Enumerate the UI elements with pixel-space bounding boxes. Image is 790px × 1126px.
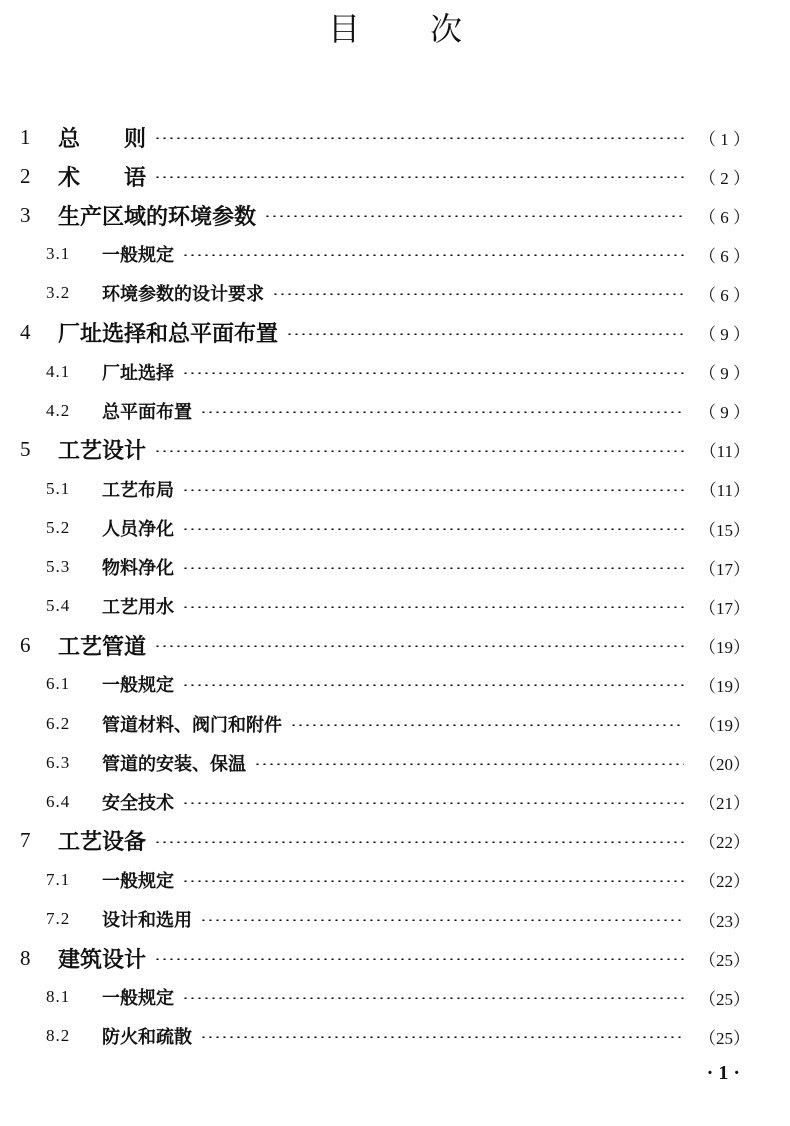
toc-entry-label: 建筑设计 [58, 947, 147, 973]
toc-section-entry[interactable] [46, 239, 750, 269]
toc-entry-label: 物料净化 [102, 558, 174, 580]
toc-entry-number: 6 [20, 632, 31, 657]
toc-entry-number: 7 [20, 828, 31, 853]
toc-entry-page: （22） [699, 833, 750, 853]
toc-entry-page: （ 9 ） [699, 325, 750, 344]
toc-dot-leader [154, 450, 684, 452]
toc-section-entry[interactable] [46, 748, 750, 778]
toc-entry-number: 4 [20, 320, 31, 344]
toc-entry-number: 6.3 [46, 752, 71, 772]
toc-entry-number: 5 [20, 437, 31, 462]
toc-section-entry[interactable] [46, 357, 750, 387]
toc-entry-number: 3.2 [46, 283, 71, 303]
page-title [0, 4, 790, 50]
toc-entry-page: （25） [699, 950, 750, 970]
toc-entry-page: （11） [699, 481, 750, 501]
toc-chapter-entry[interactable] [20, 318, 750, 348]
title-char-2: 次 [430, 10, 463, 48]
toc-entry-number: 5.2 [46, 518, 71, 537]
toc-entry-page: （19） [699, 637, 750, 657]
toc-chapter-entry[interactable] [20, 161, 750, 191]
toc-chapter-entry[interactable] [20, 122, 750, 152]
toc-entry-page: （11） [699, 442, 750, 462]
toc-entry-page: （ 9 ） [699, 403, 750, 423]
toc-entry-number: 5.3 [46, 557, 71, 577]
toc-dot-leader [182, 684, 684, 686]
toc-entry-page: （ 9 ） [699, 364, 750, 384]
toc-entry-page: （21） [699, 794, 750, 814]
toc-dot-leader [154, 645, 684, 647]
toc-dot-leader [272, 293, 684, 295]
toc-entry-label: 工艺管道 [58, 634, 147, 660]
toc-entry-page: （17） [699, 598, 750, 618]
toc-entry-page: （ 2 ） [699, 168, 750, 188]
toc-entry-number: 6.2 [46, 713, 71, 733]
toc-entry-page: （25） [699, 989, 750, 1009]
toc-entry-page: （ 6 ） [699, 207, 750, 227]
toc-dot-leader [182, 997, 684, 999]
toc-entry-number: 3.1 [46, 244, 71, 264]
toc-entry-label: 安全技术 [102, 792, 174, 814]
toc-section-entry[interactable] [46, 278, 750, 308]
toc-entry-number: 2 [20, 163, 31, 188]
toc-entry-label: 工艺用水 [102, 597, 174, 619]
toc-entry-number: 3 [20, 202, 31, 227]
toc-entry-page: （22） [699, 872, 750, 892]
toc-entry-label: 工艺设备 [58, 830, 147, 856]
toc-dot-leader [154, 137, 684, 139]
toc-entry-label: 一般规定 [102, 245, 174, 267]
toc-chapter-entry[interactable] [20, 630, 750, 660]
toc-dot-leader [182, 802, 684, 804]
toc-dot-leader [286, 333, 684, 335]
toc-dot-leader [182, 254, 684, 256]
toc-section-entry[interactable] [46, 904, 750, 934]
toc-entry-label: 人员净化 [102, 519, 174, 540]
toc-dot-leader [182, 372, 684, 374]
toc-entry-label: 厂址选择 [102, 362, 174, 384]
toc-entry-page: （25） [699, 1028, 750, 1048]
toc-entry-number: 5.1 [46, 478, 71, 498]
toc-entry-page: （ 6 ） [699, 285, 750, 305]
toc-section-entry[interactable] [46, 591, 750, 621]
toc-dot-leader [200, 411, 684, 413]
toc-dot-leader [182, 528, 684, 530]
toc-section-entry[interactable] [46, 552, 750, 582]
toc-entry-number: 7.2 [46, 909, 71, 928]
toc-entry-label: 工艺设计 [58, 439, 147, 465]
toc-entry-label: 总 则 [58, 126, 147, 152]
toc-entry-number: 6.4 [46, 791, 71, 811]
toc-entry-page: （ 6 ） [699, 246, 750, 266]
toc-entry-label: 术 语 [58, 165, 147, 191]
toc-entry-label: 厂址选择和总平面布置 [58, 322, 279, 347]
toc-entry-page: （17） [699, 559, 750, 579]
toc-entry-label: 一般规定 [102, 675, 174, 697]
toc-entry-label: 一般规定 [102, 988, 174, 1010]
toc-entry-page: （19） [699, 676, 750, 696]
toc-section-entry[interactable] [46, 982, 750, 1012]
toc-dot-leader [290, 724, 684, 726]
toc-entry-number: 8.1 [46, 987, 71, 1007]
footer-page-number: · 1 · [706, 1062, 740, 1084]
toc-entry-number: 5.4 [46, 596, 71, 616]
toc-entry-number: 4.1 [46, 361, 71, 381]
toc-dot-leader [182, 606, 684, 608]
toc-entry-label: 一般规定 [102, 870, 174, 892]
toc-chapter-entry[interactable] [20, 943, 750, 973]
toc-dot-leader [182, 489, 684, 491]
toc-entry-number: 6.1 [46, 674, 71, 694]
toc-chapter-entry[interactable] [20, 200, 750, 230]
toc-section-entry[interactable] [46, 513, 750, 543]
toc-entry-label: 管道材料、阀门和附件 [102, 714, 282, 736]
toc-entry-label: 生产区域的环境参数 [58, 204, 257, 230]
toc-dot-leader [154, 958, 684, 960]
toc-entry-page: （ 1 ） [699, 129, 750, 149]
toc-section-entry[interactable] [46, 787, 750, 817]
toc-section-entry[interactable] [46, 669, 750, 699]
toc-dot-leader [200, 919, 684, 921]
toc-dot-leader [254, 763, 684, 765]
toc-entry-page: （20） [699, 755, 750, 775]
toc-dot-leader [182, 567, 684, 569]
toc-entry-label: 总平面布置 [102, 401, 192, 423]
toc-entry-label: 管道的安装、保温 [102, 753, 246, 775]
toc-entry-label: 环境参数的设计要求 [102, 284, 264, 306]
toc-chapter-entry[interactable] [20, 826, 750, 856]
toc-entry-page: （23） [699, 911, 750, 931]
toc-entry-page: （15） [699, 520, 750, 540]
toc-section-entry[interactable] [46, 709, 750, 739]
toc-entry-number: 7.1 [46, 869, 71, 889]
toc-dot-leader [264, 215, 684, 217]
toc-section-entry[interactable] [46, 865, 750, 895]
toc-entry-number: 8 [20, 945, 31, 970]
toc-dot-leader [154, 176, 684, 178]
toc-entry-label: 设计和选用 [102, 910, 192, 931]
toc-section-entry[interactable] [46, 474, 750, 504]
toc-entry-label: 工艺布局 [102, 479, 174, 501]
toc-entry-number: 4.2 [46, 400, 71, 420]
toc-entry-number: 8.2 [46, 1026, 71, 1046]
toc-dot-leader [154, 841, 684, 843]
toc-entry-number: 1 [20, 124, 31, 149]
toc-section-entry[interactable] [46, 1021, 750, 1051]
toc-section-entry[interactable] [46, 396, 750, 426]
toc-dot-leader [200, 1036, 684, 1038]
toc-chapter-entry[interactable] [20, 435, 750, 465]
toc-entry-page: （19） [699, 716, 750, 735]
title-char-1: 目 [327, 10, 360, 48]
toc-entry-label: 防火和疏散 [102, 1027, 192, 1049]
toc-dot-leader [182, 880, 684, 882]
